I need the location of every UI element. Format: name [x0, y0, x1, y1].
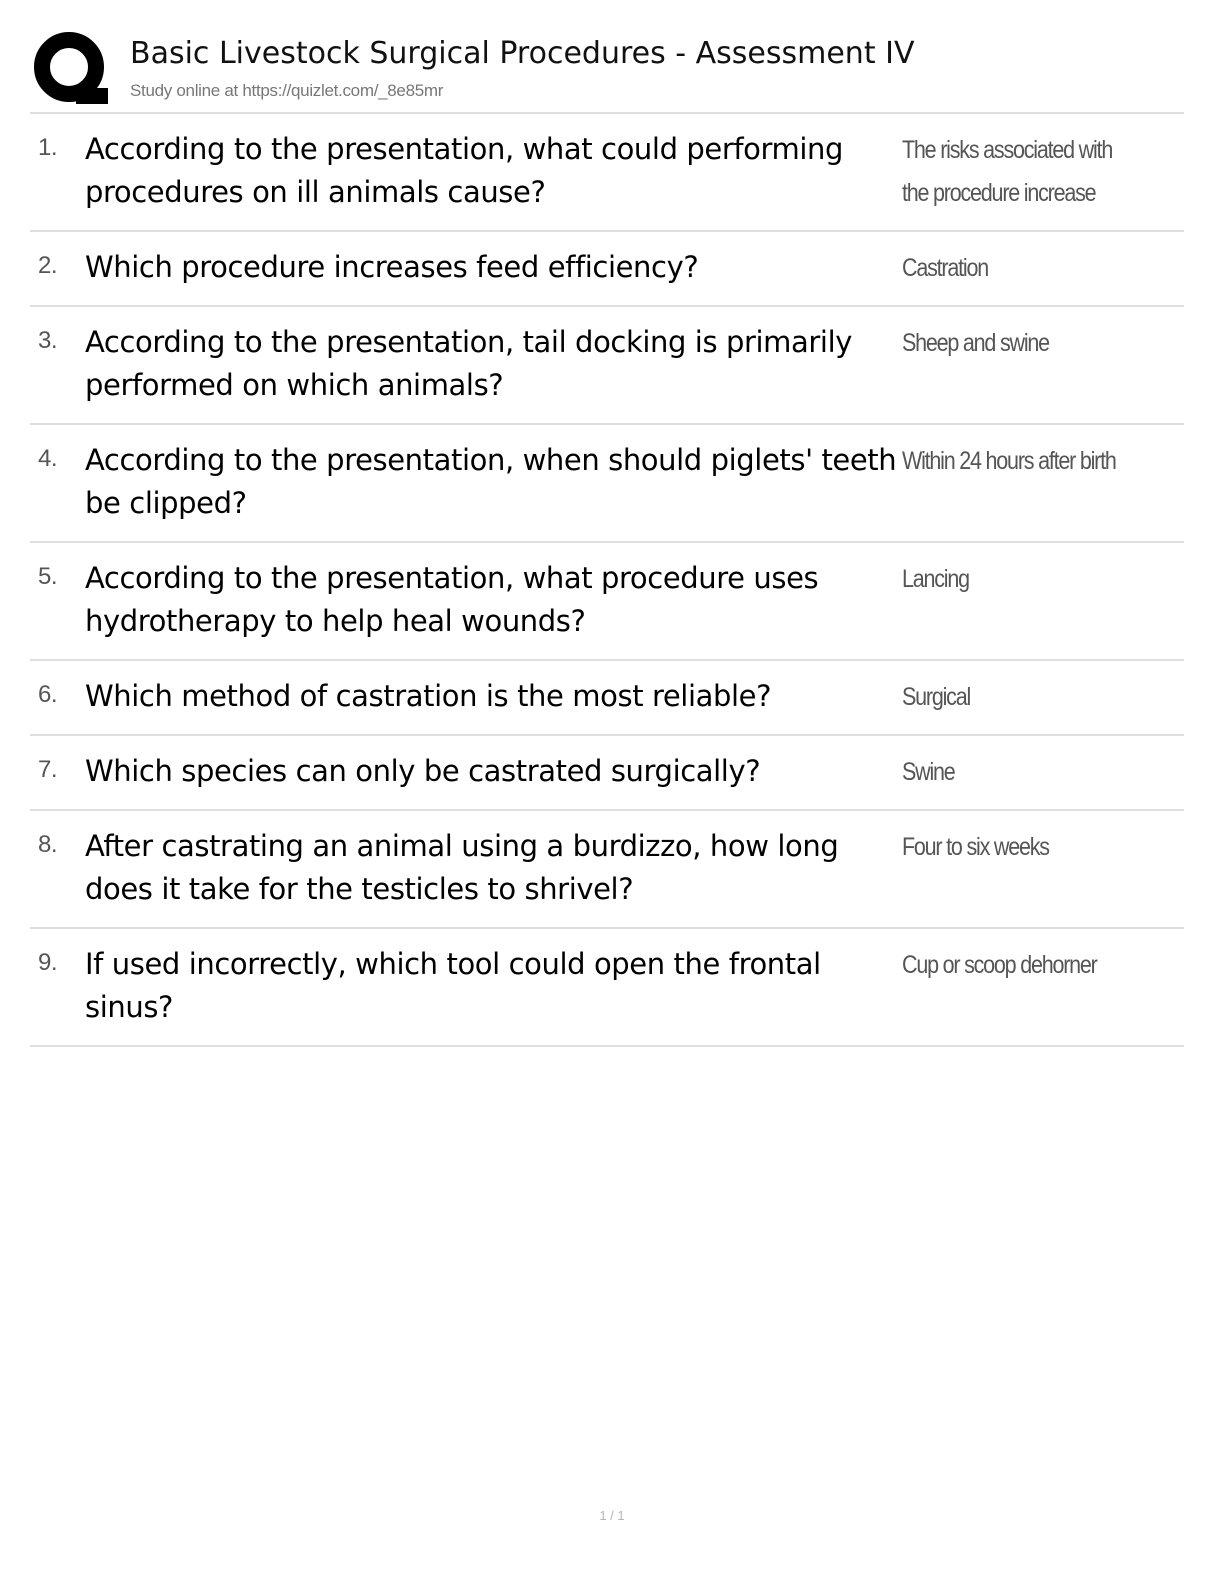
card-term: Which method of castration is the most reliable? [85, 679, 772, 713]
card-number: 2. [38, 252, 58, 279]
flashcard-row [30, 736, 1184, 811]
card-term: If used incorrectly, which tool could open the frontal sinus? [85, 947, 821, 1024]
card-term: Which species can only be castrated surgically? [85, 754, 761, 788]
page-header [30, 28, 1184, 114]
card-definition: Lancing [902, 565, 969, 593]
flashcard-row [30, 543, 1184, 661]
card-definition: Sheep and swine [902, 329, 1049, 357]
card-number: 8. [38, 831, 58, 858]
card-term: According to the presentation, tail docking is primarily performed on which animals? [85, 325, 853, 402]
card-definition: The risks associated with the procedure increase [902, 136, 1113, 207]
flashcard-row [30, 661, 1184, 736]
study-online-link[interactable]: Study online at https://quizlet.com/_8e85mr [130, 81, 444, 100]
card-number: 5. [38, 563, 58, 590]
card-number: 9. [38, 949, 58, 976]
card-number: 6. [38, 681, 58, 708]
flashcard-row [30, 232, 1184, 307]
card-definition: Surgical [902, 683, 971, 711]
card-number: 4. [38, 445, 58, 472]
card-term: Which procedure increases feed efficiency? [85, 250, 699, 284]
flashcard-row [30, 114, 1184, 232]
flashcard-row [30, 929, 1184, 1047]
card-term: According to the presentation, what procedure uses hydrotherapy to help heal wounds? [85, 561, 819, 638]
card-number: 3. [38, 327, 58, 354]
page-number: 1 / 1 [599, 1508, 625, 1523]
card-term: According to the presentation, when should piglets' teeth be clipped? [85, 443, 897, 520]
card-definition: Four to six weeks [902, 833, 1049, 861]
card-term: After castrating an animal using a burdizzo, how long does it take for the testicles to shrivel? [85, 829, 839, 906]
card-term: According to the presentation, what could performing procedures on ill animals cause? [85, 132, 844, 209]
card-number: 1. [38, 134, 58, 161]
card-definition: Swine [902, 758, 955, 786]
flashcard-row [30, 307, 1184, 425]
card-definition: Within 24 hours after birth [902, 447, 1116, 475]
flashcard-row [30, 425, 1184, 543]
flashcard-list [30, 114, 1184, 1047]
flashcard-row [30, 811, 1184, 929]
card-definition: Cup or scoop dehorner [902, 951, 1097, 979]
card-definition: Castration [902, 254, 988, 282]
page-title: Basic Livestock Surgical Procedures - Assessment IV [130, 36, 915, 71]
quizlet-q-logo-icon [32, 30, 110, 108]
card-number: 7. [38, 756, 58, 783]
